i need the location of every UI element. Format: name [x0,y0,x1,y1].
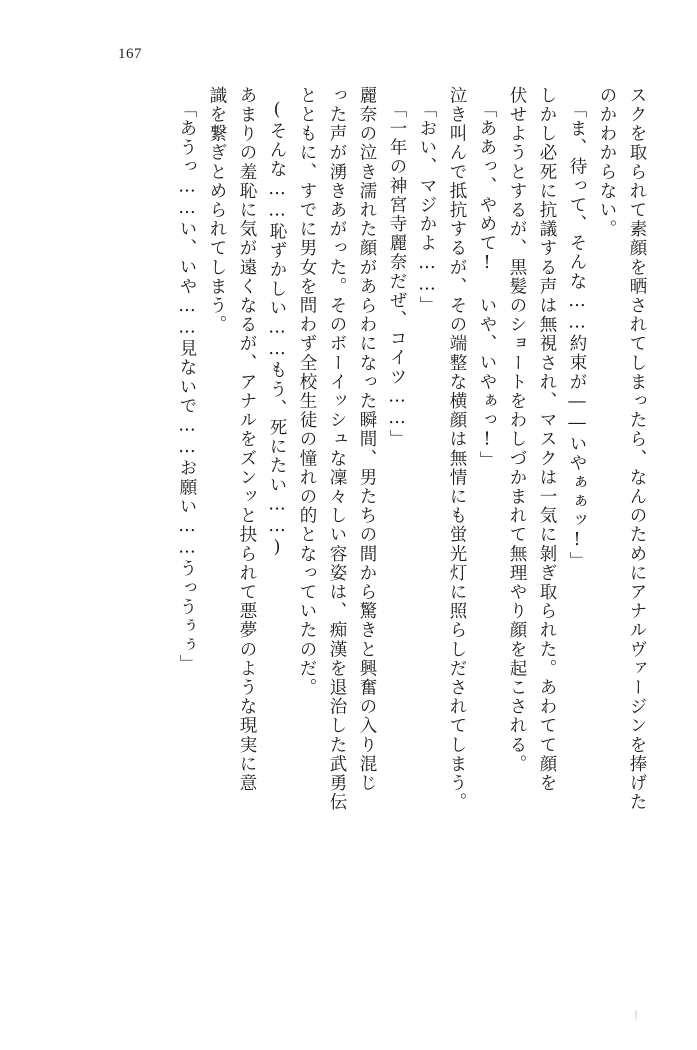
text-column: 伏せようとするが、黒髪のショートをわしづかまれて無理やり顔を起こされる。 [507,86,527,774]
text-column: 泣き叫んで抵抗するが、その端整な横顔は無情にも蛍光灯に照らしだされてしまう。 [447,86,467,812]
text-column: (そんな……恥ずかしい……もう、死にたい……) [267,100,287,560]
text-column: しかし必死に抗議する声は無視され、マスクは一気に剝ぎ取られた。あわてて顔を [537,86,557,793]
text-column: 「ま、待って、そんな……約束が――いやぁぁッ!」 [567,100,587,571]
vertical-text-body [110,86,645,970]
text-column: 「ああっ、やめて! いや、いやぁっ!」 [477,100,497,471]
text-column: のかわからない。 [597,86,617,239]
text-column: とともに、すでに男女を問わず全校生徒の憧れの的となっていたのだ。 [297,86,317,698]
text-column: 「あうっ……い、いや……見ないで……お願い……うっうぅぅ」 [177,100,197,674]
text-column: 麗奈の泣き濡れた顔があらわになった瞬間、男たちの間から驚きと興奮の入り混じ [357,86,377,793]
text-column: 識を繋ぎとめられてしまう。 [207,86,227,335]
text-column: 「おい、マジかよ……」 [417,100,437,316]
page-number: 167 [118,46,142,62]
text-column: スクを取られて素顔を晒されてしまったら、なんのためにアナルヴァージンを捧げた [627,86,647,812]
text-column: あまりの羞恥に気が遠くなるが、アナルをズンッと抉られて悪夢のような現実に意 [237,86,257,793]
footer-mark: | [634,1009,637,1020]
text-column: 「一年の神宮寺麗奈だぜ、コイツ……」 [387,100,407,449]
text-column: った声が湧きあがった。そのボーイッシュな凜々しい容姿は、痴漢を退治した武勇伝 [327,86,347,812]
